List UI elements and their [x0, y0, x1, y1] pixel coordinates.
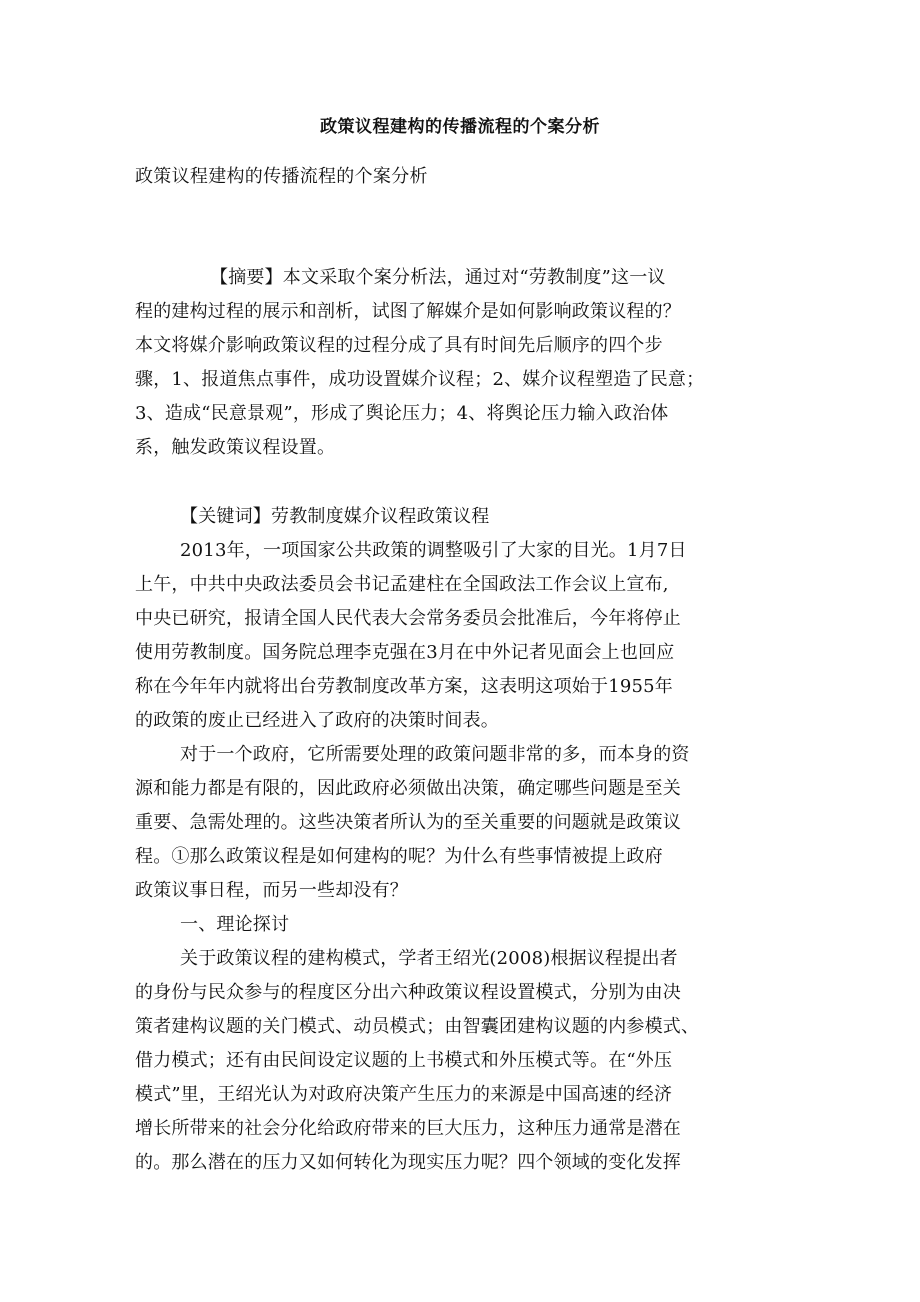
abstract-line: 本文将媒介影响政策议程的过程分成了具有时间先后顺序的四个步 [135, 335, 663, 356]
body-line: 使用劳教制度。国务院总理李克强在3月在中外记者见面会上也回应 [135, 642, 675, 663]
body-line: 重要、急需处理的。这些决策者所认为的至关重要的问题就是政策议 [135, 812, 681, 833]
document-subtitle: 政策议程建构的传播流程的个案分析 [135, 166, 428, 187]
body-line: 政策议事日程，而另一些却没有？ [135, 880, 408, 901]
body-line: 中央已研究，报请全国人民代表大会常务委员会批准后，今年将停止 [135, 608, 681, 629]
body-line: 称在今年年内就将出台劳教制度改革方案，这表明这项始于1955年 [135, 676, 674, 697]
body-line: 增长所带来的社会分化给政府带来的巨大压力，这种压力通常是潜在 [135, 1118, 681, 1139]
abstract-line: 骤，1、报道焦点事件，成功设置媒介议程；2、媒介议程塑造了民意； [135, 369, 705, 390]
body-line: 2013年，一项国家公共政策的调整吸引了大家的目光。1月7日 [180, 540, 687, 561]
body-line: 的政策的废止已经进入了政府的决策时间表。 [135, 710, 499, 731]
body-line: 的。那么潜在的压力又如何转化为现实压力呢？四个领域的变化发挥 [135, 1152, 681, 1173]
section-heading: 一、理论探讨 [180, 914, 290, 935]
body-line: 的身份与民众参与的程度区分出六种政策议程设置模式，分别为由决 [135, 982, 681, 1003]
body-line: 对于一个政府，它所需要处理的政策问题非常的多，而本身的资 [180, 744, 690, 765]
document-title: 政策议程建构的传播流程的个案分析 [320, 117, 600, 137]
abstract-line: 3、造成“民意景观”，形成了舆论压力；4、将舆论压力输入政治体 [135, 403, 669, 424]
body-line: 模式”里，王绍光认为对政府决策产生压力的来源是中国高速的经济 [135, 1084, 673, 1105]
keywords-line: 【关键词】劳教制度媒介议程政策议程 [180, 506, 490, 527]
body-line: 上午，中共中央政法委员会书记孟建柱在全国政法工作会议上宣布, [135, 574, 669, 595]
abstract-line: 【摘要】本文采取个案分析法，通过对“劳教制度”这一议 [210, 267, 666, 288]
body-line: 关于政策议程的建构模式，学者王绍光(2008)根据议程提出者 [180, 948, 678, 969]
body-line: 程。①那么政策议程是如何建构的呢？为什么有些事情被提上政府 [135, 846, 663, 867]
body-line: 源和能力都是有限的，因此政府必须做出决策，确定哪些问题是至关 [135, 778, 681, 799]
abstract-line: 系，触发政策议程设置。 [135, 437, 336, 458]
body-line: 借力模式；还有由民间设定议题的上书模式和外压模式等。在“外压 [135, 1050, 673, 1071]
body-line: 策者建构议题的关门模式、动员模式；由智囊团建构议题的内参模式、 [135, 1016, 700, 1037]
abstract-line: 程的建构过程的展示和剖析，试图了解媒介是如何影响政策议程的？ [135, 301, 681, 322]
